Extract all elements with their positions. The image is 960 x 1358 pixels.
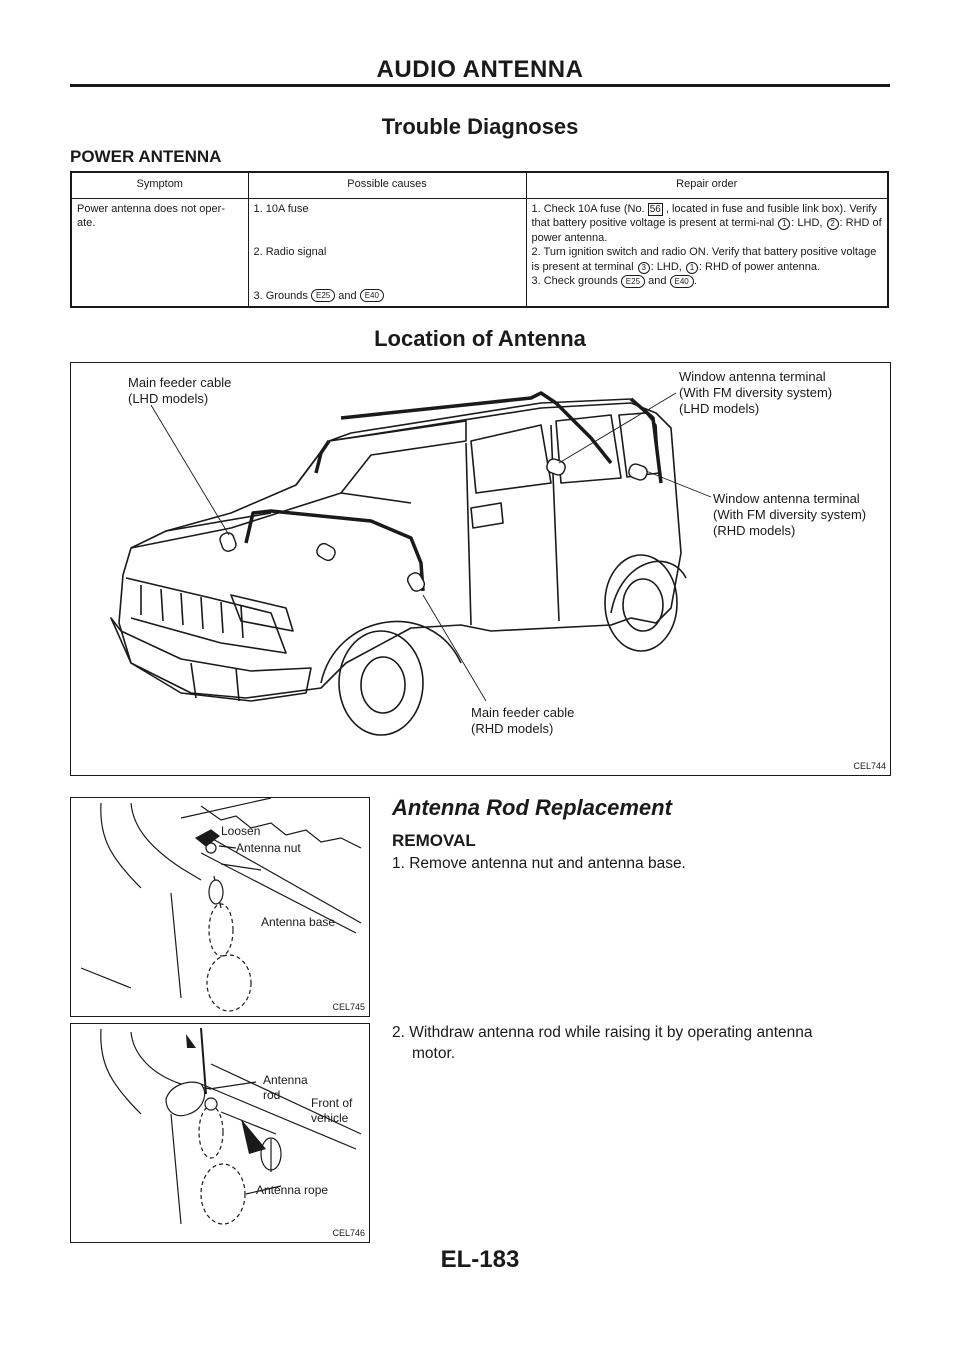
repair-cell: [526, 198, 888, 307]
repair-2-b: : LHD,: [650, 260, 682, 273]
antenna-rod-figure: [70, 1023, 370, 1243]
fuse-number-icon: 56: [649, 203, 661, 215]
label-window-rhd-2: (With FM diversity system): [713, 507, 867, 522]
step-2: [392, 1022, 888, 1064]
terminal-1-icon: 1: [778, 218, 790, 230]
terminal-2-icon: 2: [827, 218, 839, 230]
antenna-location-figure: [70, 362, 891, 776]
connector-e40-icon: E40: [360, 289, 384, 302]
repair-1-a: 1. Check 10A fuse (No.: [531, 202, 645, 215]
col-symptom: Symptom: [71, 172, 248, 198]
symptom-text: Power antenna does not oper-ate.: [77, 202, 225, 229]
table-header-row: [71, 172, 888, 198]
power-antenna-subtitle: POWER ANTENNA: [70, 147, 222, 166]
step-2-line-1: 2. Withdraw antenna rod while raising it by operating antenna: [392, 1024, 813, 1041]
figure-code-745: CEL745: [332, 1002, 365, 1012]
causes-cell: [248, 198, 526, 307]
connector-e40b-icon: E40: [670, 275, 694, 288]
repair-2-c: : RHD of power antenna.: [698, 260, 820, 273]
vehicle-illustration: [71, 363, 890, 775]
terminal-3-icon: 3: [638, 262, 650, 274]
location-title: Location of Antenna: [374, 326, 586, 351]
label-antenna-base: Antenna base: [261, 915, 336, 929]
table-row: [71, 198, 888, 307]
repair-1: [532, 202, 883, 246]
repair-3: [532, 274, 883, 289]
repair-2: [532, 245, 883, 274]
label-loosen: Loosen: [221, 824, 261, 838]
label-main-feeder-rhd-2: (RHD models): [471, 721, 554, 736]
rod-replacement-title: Antenna Rod Replacement: [392, 795, 672, 820]
removal-subtitle: REMOVAL: [392, 831, 476, 850]
col-causes: Possible causes: [248, 172, 526, 198]
label-front-1: Front of: [311, 1096, 353, 1110]
col-repair: Repair order: [526, 172, 888, 198]
up-arrow-icon: [186, 1034, 196, 1048]
page-number: EL-183: [440, 1246, 520, 1273]
label-window-lhd-1: Window antenna terminal: [679, 369, 826, 384]
label-window-rhd-1: Window antenna terminal: [713, 491, 860, 506]
figure-code: CEL744: [853, 761, 886, 771]
label-main-feeder-rhd-1: Main feeder cable: [471, 705, 575, 720]
figure-code-746: CEL746: [332, 1228, 365, 1238]
cause-3-and: and: [338, 289, 357, 302]
repair-3-a: 3. Check grounds: [531, 275, 618, 287]
connector-e25b-icon: E25: [621, 275, 645, 288]
arrow-icon: [241, 1119, 266, 1154]
cause-3-text: 3. Grounds: [253, 289, 308, 302]
repair-1-d: : RHD of power antenna.: [531, 217, 882, 244]
step-1: 1. Remove antenna nut and antenna base.: [392, 855, 686, 872]
antenna-rod-illustration: [71, 1024, 369, 1242]
cause-3: [254, 289, 521, 304]
label-antenna-nut: Antenna nut: [236, 841, 301, 855]
label-window-lhd-3: (LHD models): [679, 401, 760, 416]
symptom-cell: [71, 198, 248, 307]
diagnosis-table: [70, 171, 889, 308]
antenna-nut-figure: [70, 797, 370, 1017]
repair-1-b: , located in fuse and fusible link box). Verify that battery positive voltage is present at termi-nal: [531, 202, 877, 229]
cause-1: 1. 10A fuse: [253, 202, 309, 215]
repair-2-a: 2. Turn ignition switch and radio ON. Verify that battery positive voltage is present at terminal: [531, 246, 877, 273]
label-antenna-rod-1: Antenna: [263, 1073, 308, 1087]
repair-1-c: : LHD,: [791, 217, 823, 229]
label-main-feeder-lhd-2: (LHD models): [128, 391, 209, 406]
header-rule: [70, 84, 890, 87]
label-window-rhd-3: (RHD models): [713, 523, 796, 538]
label-front-2: vehicle: [311, 1111, 349, 1125]
label-antenna-rod-2: rod: [263, 1088, 281, 1102]
repair-3-b: and: [648, 275, 667, 287]
antenna-nut-illustration: [71, 798, 369, 1016]
label-main-feeder-lhd-1: Main feeder cable: [128, 375, 232, 390]
page-header-title: AUDIO ANTENNA: [376, 56, 584, 83]
step-2-line-2: motor.: [412, 1045, 456, 1062]
label-antenna-rope: Antenna rope: [256, 1183, 329, 1197]
cause-2: 2. Radio signal: [253, 246, 327, 258]
repair-3-c: .: [693, 275, 697, 287]
connector-e25-icon: E25: [311, 289, 335, 302]
terminal-1b-icon: 1: [686, 262, 698, 274]
trouble-diagnoses-title: Trouble Diagnoses: [381, 114, 579, 139]
label-window-lhd-2: (With FM diversity system): [679, 385, 833, 400]
